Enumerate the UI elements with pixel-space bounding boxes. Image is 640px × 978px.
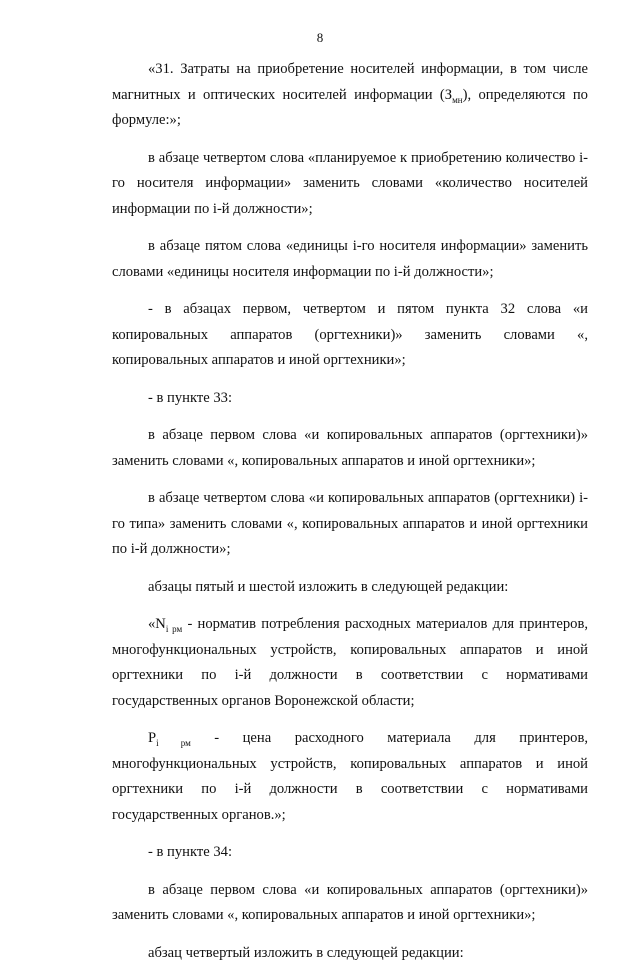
paragraph-item-34-heading: - в пункте 34: — [148, 844, 233, 860]
paragraph-item-34-first: в абзаце первом слова «и копировальных аппаратов (оргтехники)» заменить словами «, копировальных аппаратов и иной оргтехники»; — [112, 881, 588, 923]
paragraph-item-34-fourth: абзац четвертый изложить в следующей редакции: — [148, 944, 464, 961]
paragraph-item-33-heading: - в пункте 33: — [148, 389, 233, 406]
subscript-i-rm: i рм — [156, 737, 191, 748]
paragraph-item-32: - в абзацах первом, четвертом и пятом пункта 32 слова «и копировальных аппаратов (оргтехники)» заменить словами «, копировальных аппаратов и иной оргтехники»; — [112, 301, 588, 368]
paragraph-norm-definition: «$N_{i рм}$ - норматив потребления расходных материалов для принтеров, многофункциональных устройств, копировальных аппаратов и иной оргтехники по i-й должности в соответствии с нормативами государственных органов Воронежской области; — [112, 616, 588, 709]
paragraph-31-costs: «31. Затраты на приобретение носителей информации, в том числе магнитных и оптических носителей информации $(З_{мн})$, определяются по формуле:»; — [112, 61, 588, 128]
paragraph-item-33-fourth: в абзаце четвертом слова «и копировальных аппаратов (оргтехники) i-го типа» заменить словами «, копировальных аппаратов и иной оргтехники по i-й должности»; — [112, 490, 588, 557]
subscript-i-rm: i рм — [165, 623, 183, 634]
paragraph-price-definition: $P_{i рм}$ - цена расходного материала для принтеров, многофункциональных устройств, копировальных аппаратов и иной оргтехники по i-й должности в соответствии с нормативами государственных органов.»; — [112, 730, 588, 823]
paragraph-item-33-new-wording: абзацы пятый и шестой изложить в следующей редакции: — [148, 578, 509, 595]
paragraph-amend-fifth: в абзаце пятом слова «единицы i-го носителя информации» заменить словами «единицы носителя информации по i-й должности»; — [112, 238, 588, 280]
subscript-mn: мн — [452, 94, 463, 105]
paragraph-item-33-first: в абзаце первом слова «и копировальных аппаратов (оргтехники)» заменить словами «, копировальных аппаратов и иной оргтехники»; — [112, 427, 588, 469]
page-number: 8 — [316, 30, 324, 45]
paragraph-amend-fourth: в абзаце четвертом слова «планируемое к приобретению количество i-го носителя информации» заменить словами «количество носителей информации по i-й должности»; — [112, 149, 588, 217]
document-body — [112, 57, 588, 978]
